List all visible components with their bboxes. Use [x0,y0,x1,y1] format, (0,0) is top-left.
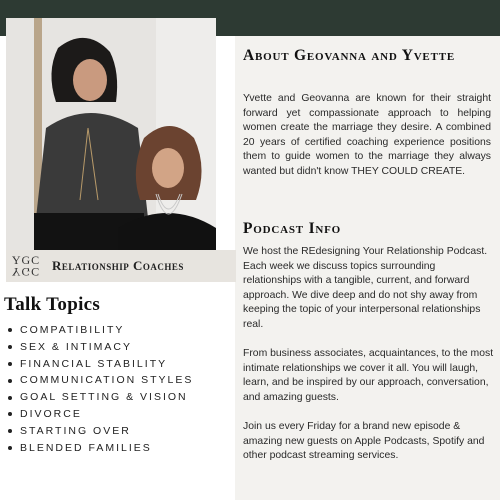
ygc-logo: YGC YGC [11,253,41,279]
list-item: DIVORCE [8,406,193,423]
bullet-icon [8,446,12,450]
bullet-icon [8,412,12,416]
brand-name: Relationship Coaches [52,258,184,273]
brand-bar [6,250,236,282]
list-item: FINANCIAL STABILITY [8,356,193,373]
bullet-icon [8,379,12,383]
podcast-paragraph: We host the REdesigning Your Relationship Podcast. Each week we discuss topics surrounding relationships with a tangible, current, and forward approach. We dive deep and do not shy away from keeping the topic of your interpersonal relationships real. [243,246,488,330]
list-item: STARTING OVER [8,423,193,440]
podcast-paragraph: Join us every Friday for a brand new episode & amazing new guests on Apple Podcasts, Spotify and other podcast streaming services. [243,421,485,462]
bullet-icon [8,328,12,332]
coaches-photo [6,18,216,264]
talk-topics-list [8,322,193,456]
podcast-body [243,245,495,479]
list-item: COMPATIBILITY [8,322,193,339]
talk-topics-heading: Talk Topics [4,294,101,315]
bullet-icon [8,396,12,400]
about-heading: About Geovanna and Yvette [243,47,455,64]
list-item: GOAL SETTING & VISION [8,389,193,406]
bullet-icon [8,429,12,433]
bullet-icon [8,345,12,349]
about-body: Yvette and Geovanna are known for their straight forward yet compassionate approach to helping women create the marriage they desire. A combined 20 years of certified coaching experience positions them to guide women to the marriage they always wanted but didn't know THEY COULD CREATE. [243,93,491,177]
list-item: COMMUNICATION STYLES [8,372,193,389]
list-item: SEX & INTIMACY [8,339,193,356]
podcast-paragraph: From business associates, acquaintances, to the most intimate relationships we cover it all. You will laugh, learn, and be inspired by our approach, conversation, and amazing guests. [243,348,494,403]
list-item: BLENDED FAMILIES [8,440,193,457]
bullet-icon [8,362,12,366]
podcast-heading: Podcast Info [243,220,342,237]
